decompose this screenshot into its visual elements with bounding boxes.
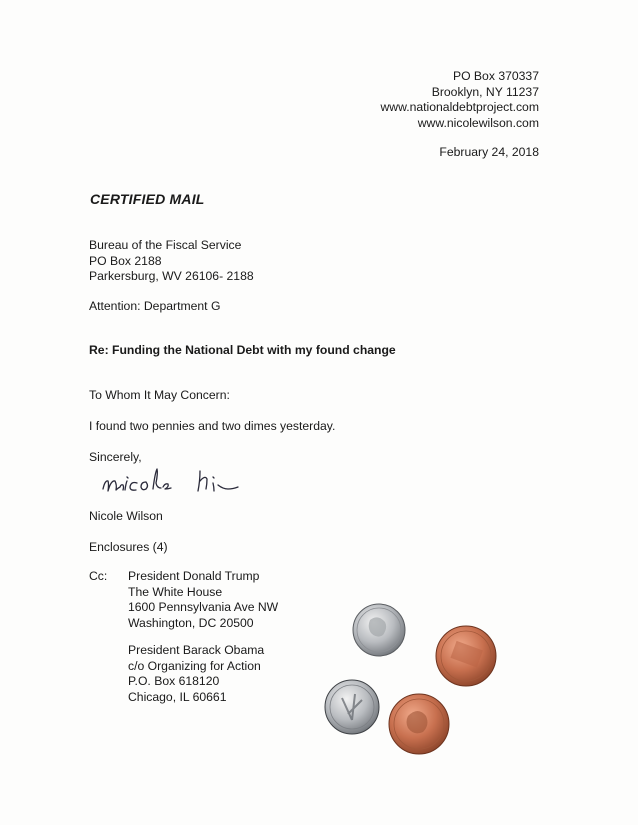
- cc-line: President Barack Obama: [128, 643, 265, 657]
- salutation: To Whom It May Concern:: [89, 388, 230, 402]
- sender-website-line: www.nationaldebtproject.com: [380, 100, 539, 114]
- cc-line: Washington, DC 20500: [128, 615, 254, 630]
- sender-address-line: PO Box 370337: [452, 69, 539, 83]
- attention-line: Attention: Department G: [89, 299, 221, 313]
- penny-coin-icon: [436, 626, 496, 686]
- sender-address-line: Brooklyn, NY 11237: [431, 84, 539, 99]
- letter-body: I found two pennies and two dimes yesterday.: [89, 419, 336, 433]
- cc-line: P.O. Box 618120: [128, 674, 220, 688]
- recipient-line: PO Box 2188: [89, 253, 162, 268]
- cc-line: President Donald Trump: [128, 569, 260, 583]
- dime-coin-icon: [353, 604, 405, 656]
- cc-line: Chicago, IL 60661: [128, 689, 227, 704]
- penny-coin-icon: [389, 694, 449, 754]
- recipient-line: Parkersburg, WV 26106- 2188: [89, 269, 254, 284]
- cc-line: The White House: [128, 584, 223, 599]
- dime-coin-icon: [325, 680, 379, 734]
- cc-line: c/o Organizing for Action: [128, 658, 261, 673]
- signer-name: Nicole Wilson: [89, 509, 163, 523]
- letter-date: February 24, 2018: [439, 145, 539, 159]
- closing: Sincerely,: [89, 450, 142, 464]
- subject-line: Re: Funding the National Debt with my found change: [89, 343, 396, 357]
- sender-website-line: www.nicolewilson.com: [417, 115, 539, 130]
- enclosures-note: Enclosures (4): [89, 540, 168, 554]
- recipient-line: Bureau of the Fiscal Service: [89, 238, 242, 252]
- cc-line: 1600 Pennsylvania Ave NW: [128, 600, 279, 614]
- cc-label: Cc:: [89, 569, 108, 583]
- certified-mail-heading: CERTIFIED MAIL: [90, 191, 205, 207]
